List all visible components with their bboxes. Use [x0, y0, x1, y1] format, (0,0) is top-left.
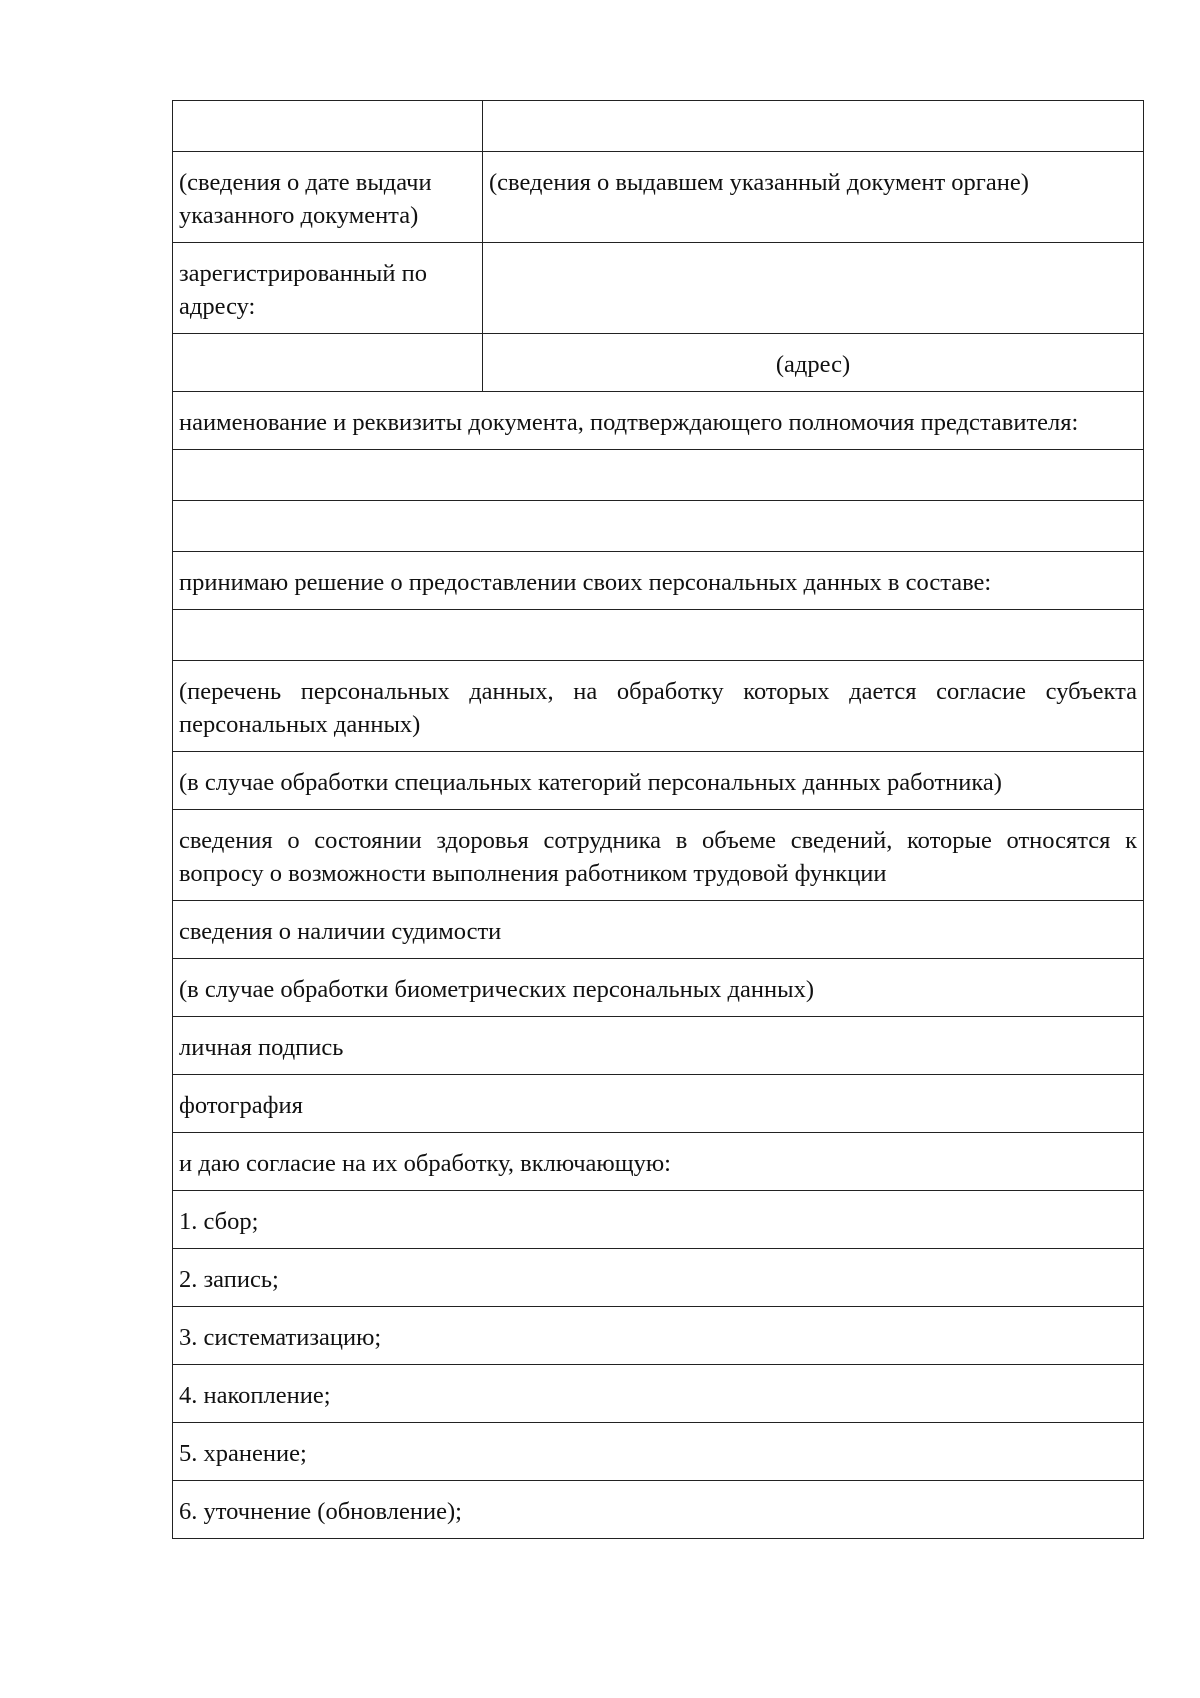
personal-data-list-caption: (перечень персональных данных, на обработку которых дается согласие субъекта персональных данных): [173, 661, 1144, 752]
biometric-data-note: (в случае обработки биометрических персональных данных): [173, 959, 1144, 1017]
processing-item-accumulation: 4. накопление;: [173, 1365, 1144, 1423]
table-row: [173, 1423, 1144, 1481]
table-row: [173, 1191, 1144, 1249]
photo-item: фотография: [173, 1075, 1144, 1133]
table-row: [173, 959, 1144, 1017]
document-series-field: [173, 101, 483, 152]
consent-form-table: [172, 100, 1144, 1539]
address-blank-cell: [173, 334, 483, 392]
processing-item-update: 6. уточнение (обновление);: [173, 1481, 1144, 1539]
table-row: [173, 501, 1144, 552]
table-row: [173, 610, 1144, 661]
table-row: [173, 392, 1144, 450]
representative-document-field-2: [173, 501, 1144, 552]
table-row: [173, 552, 1144, 610]
table-row: [173, 752, 1144, 810]
issuing-authority-caption: (сведения о выдавшем указанный документ органе): [483, 152, 1144, 243]
decision-statement: принимаю решение о предоставлении своих персональных данных в составе:: [173, 552, 1144, 610]
registered-address-field: [483, 243, 1144, 334]
table-row: [173, 1017, 1144, 1075]
processing-item-recording: 2. запись;: [173, 1249, 1144, 1307]
table-row: [173, 1307, 1144, 1365]
representative-document-field: [173, 450, 1144, 501]
issue-date-caption: (сведения о дате выдачи указанного документа): [173, 152, 483, 243]
table-row: [173, 901, 1144, 959]
processing-consent-statement: и даю согласие на их обработку, включающую:: [173, 1133, 1144, 1191]
criminal-record-item: сведения о наличии судимости: [173, 901, 1144, 959]
health-info-item: сведения о состоянии здоровья сотрудника в объеме сведений, которые относятся к вопросу о возможности выполнения работником трудовой функции: [173, 810, 1144, 901]
signature-item: личная подпись: [173, 1017, 1144, 1075]
personal-data-list-field: [173, 610, 1144, 661]
table-row: [173, 450, 1144, 501]
processing-item-systematization: 3. систематизацию;: [173, 1307, 1144, 1365]
table-row: [173, 810, 1144, 901]
table-row: [173, 101, 1144, 152]
special-categories-note: (в случае обработки специальных категорий персональных данных работника): [173, 752, 1144, 810]
table-row: [173, 661, 1144, 752]
table-row: [173, 1481, 1144, 1539]
table-row: [173, 1365, 1144, 1423]
processing-item-collection: 1. сбор;: [173, 1191, 1144, 1249]
table-row: [173, 152, 1144, 243]
table-row: [173, 1133, 1144, 1191]
processing-item-storage: 5. хранение;: [173, 1423, 1144, 1481]
table-row: [173, 334, 1144, 392]
registered-address-label: зарегистрированный по адресу:: [173, 243, 483, 334]
address-caption: (адрес): [483, 334, 1144, 392]
document-number-field: [483, 101, 1144, 152]
representative-document-label: наименование и реквизиты документа, подтверждающего полномочия представителя:: [173, 392, 1144, 450]
table-row: [173, 243, 1144, 334]
table-row: [173, 1075, 1144, 1133]
table-row: [173, 1249, 1144, 1307]
